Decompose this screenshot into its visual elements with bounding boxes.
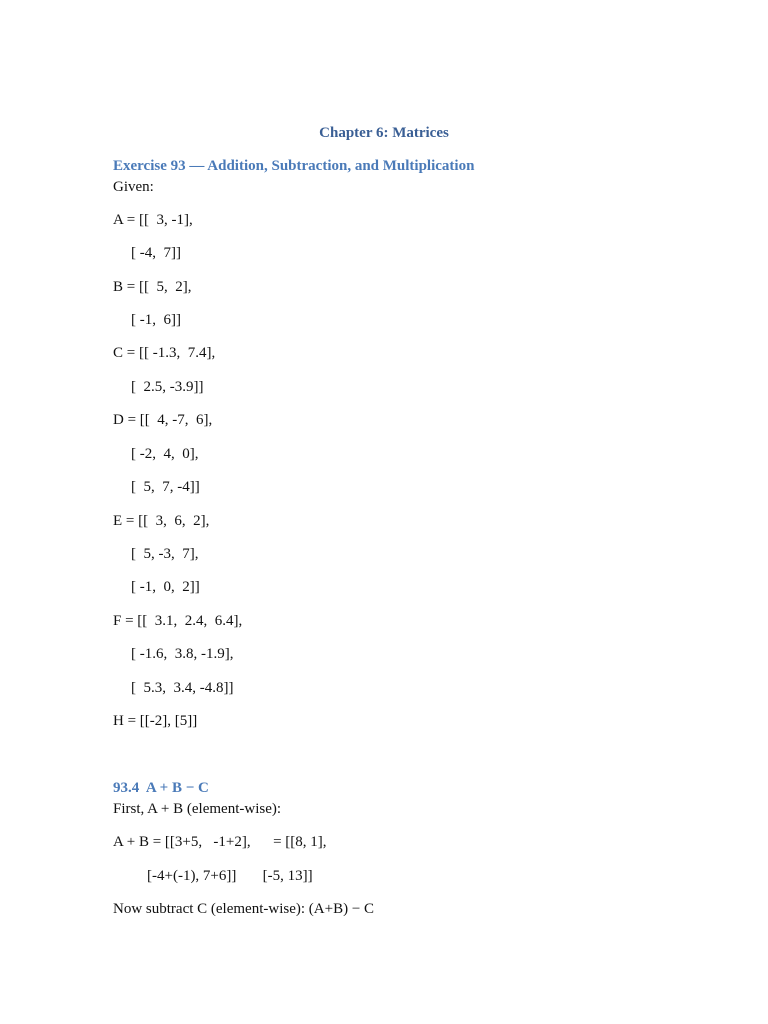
matrix-f-row-1: F = [[ 3.1, 2.4, 6.4],	[113, 613, 243, 629]
matrix-b-row-1: B = [[ 5, 2],	[113, 279, 192, 295]
matrix-a-row-1: A = [[ 3, -1],	[113, 212, 193, 228]
matrix-a-row-2: [ -4, 7]]	[131, 245, 181, 261]
matrix-e-row-2: [ 5, -3, 7],	[131, 546, 199, 562]
matrix-c-row-1: C = [[ -1.3, 7.4],	[113, 345, 216, 361]
chapter-title: Chapter 6: Matrices	[319, 125, 449, 141]
sum-line-2: [-4+(-1), 7+6]] [-5, 13]]	[147, 868, 313, 884]
matrix-d-row-2: [ -2, 4, 0],	[131, 446, 199, 462]
matrix-b-row-2: [ -1, 6]]	[131, 312, 181, 328]
matrix-h-row-1: H = [[-2], [5]]	[113, 713, 198, 729]
section-first-line: First, A + B (element-wise):	[113, 801, 282, 817]
matrix-d-row-3: [ 5, 7, -4]]	[131, 479, 200, 495]
exercise-heading: Exercise 93 — Addition, Subtraction, and Multiplication	[113, 158, 475, 174]
section-heading: 93.4 A + B − C	[113, 780, 209, 796]
matrix-e-row-1: E = [[ 3, 6, 2],	[113, 513, 210, 529]
given-label: Given:	[113, 179, 154, 195]
matrix-e-row-3: [ -1, 0, 2]]	[131, 579, 200, 595]
matrix-f-row-3: [ 5.3, 3.4, -4.8]]	[131, 680, 234, 696]
subtract-line: Now subtract C (element-wise): (A+B) − C	[113, 901, 375, 917]
sum-line-1: A + B = [[3+5, -1+2], = [[8, 1],	[113, 834, 327, 850]
matrix-d-row-1: D = [[ 4, -7, 6],	[113, 412, 213, 428]
matrix-c-row-2: [ 2.5, -3.9]]	[131, 379, 204, 395]
matrix-f-row-2: [ -1.6, 3.8, -1.9],	[131, 646, 234, 662]
